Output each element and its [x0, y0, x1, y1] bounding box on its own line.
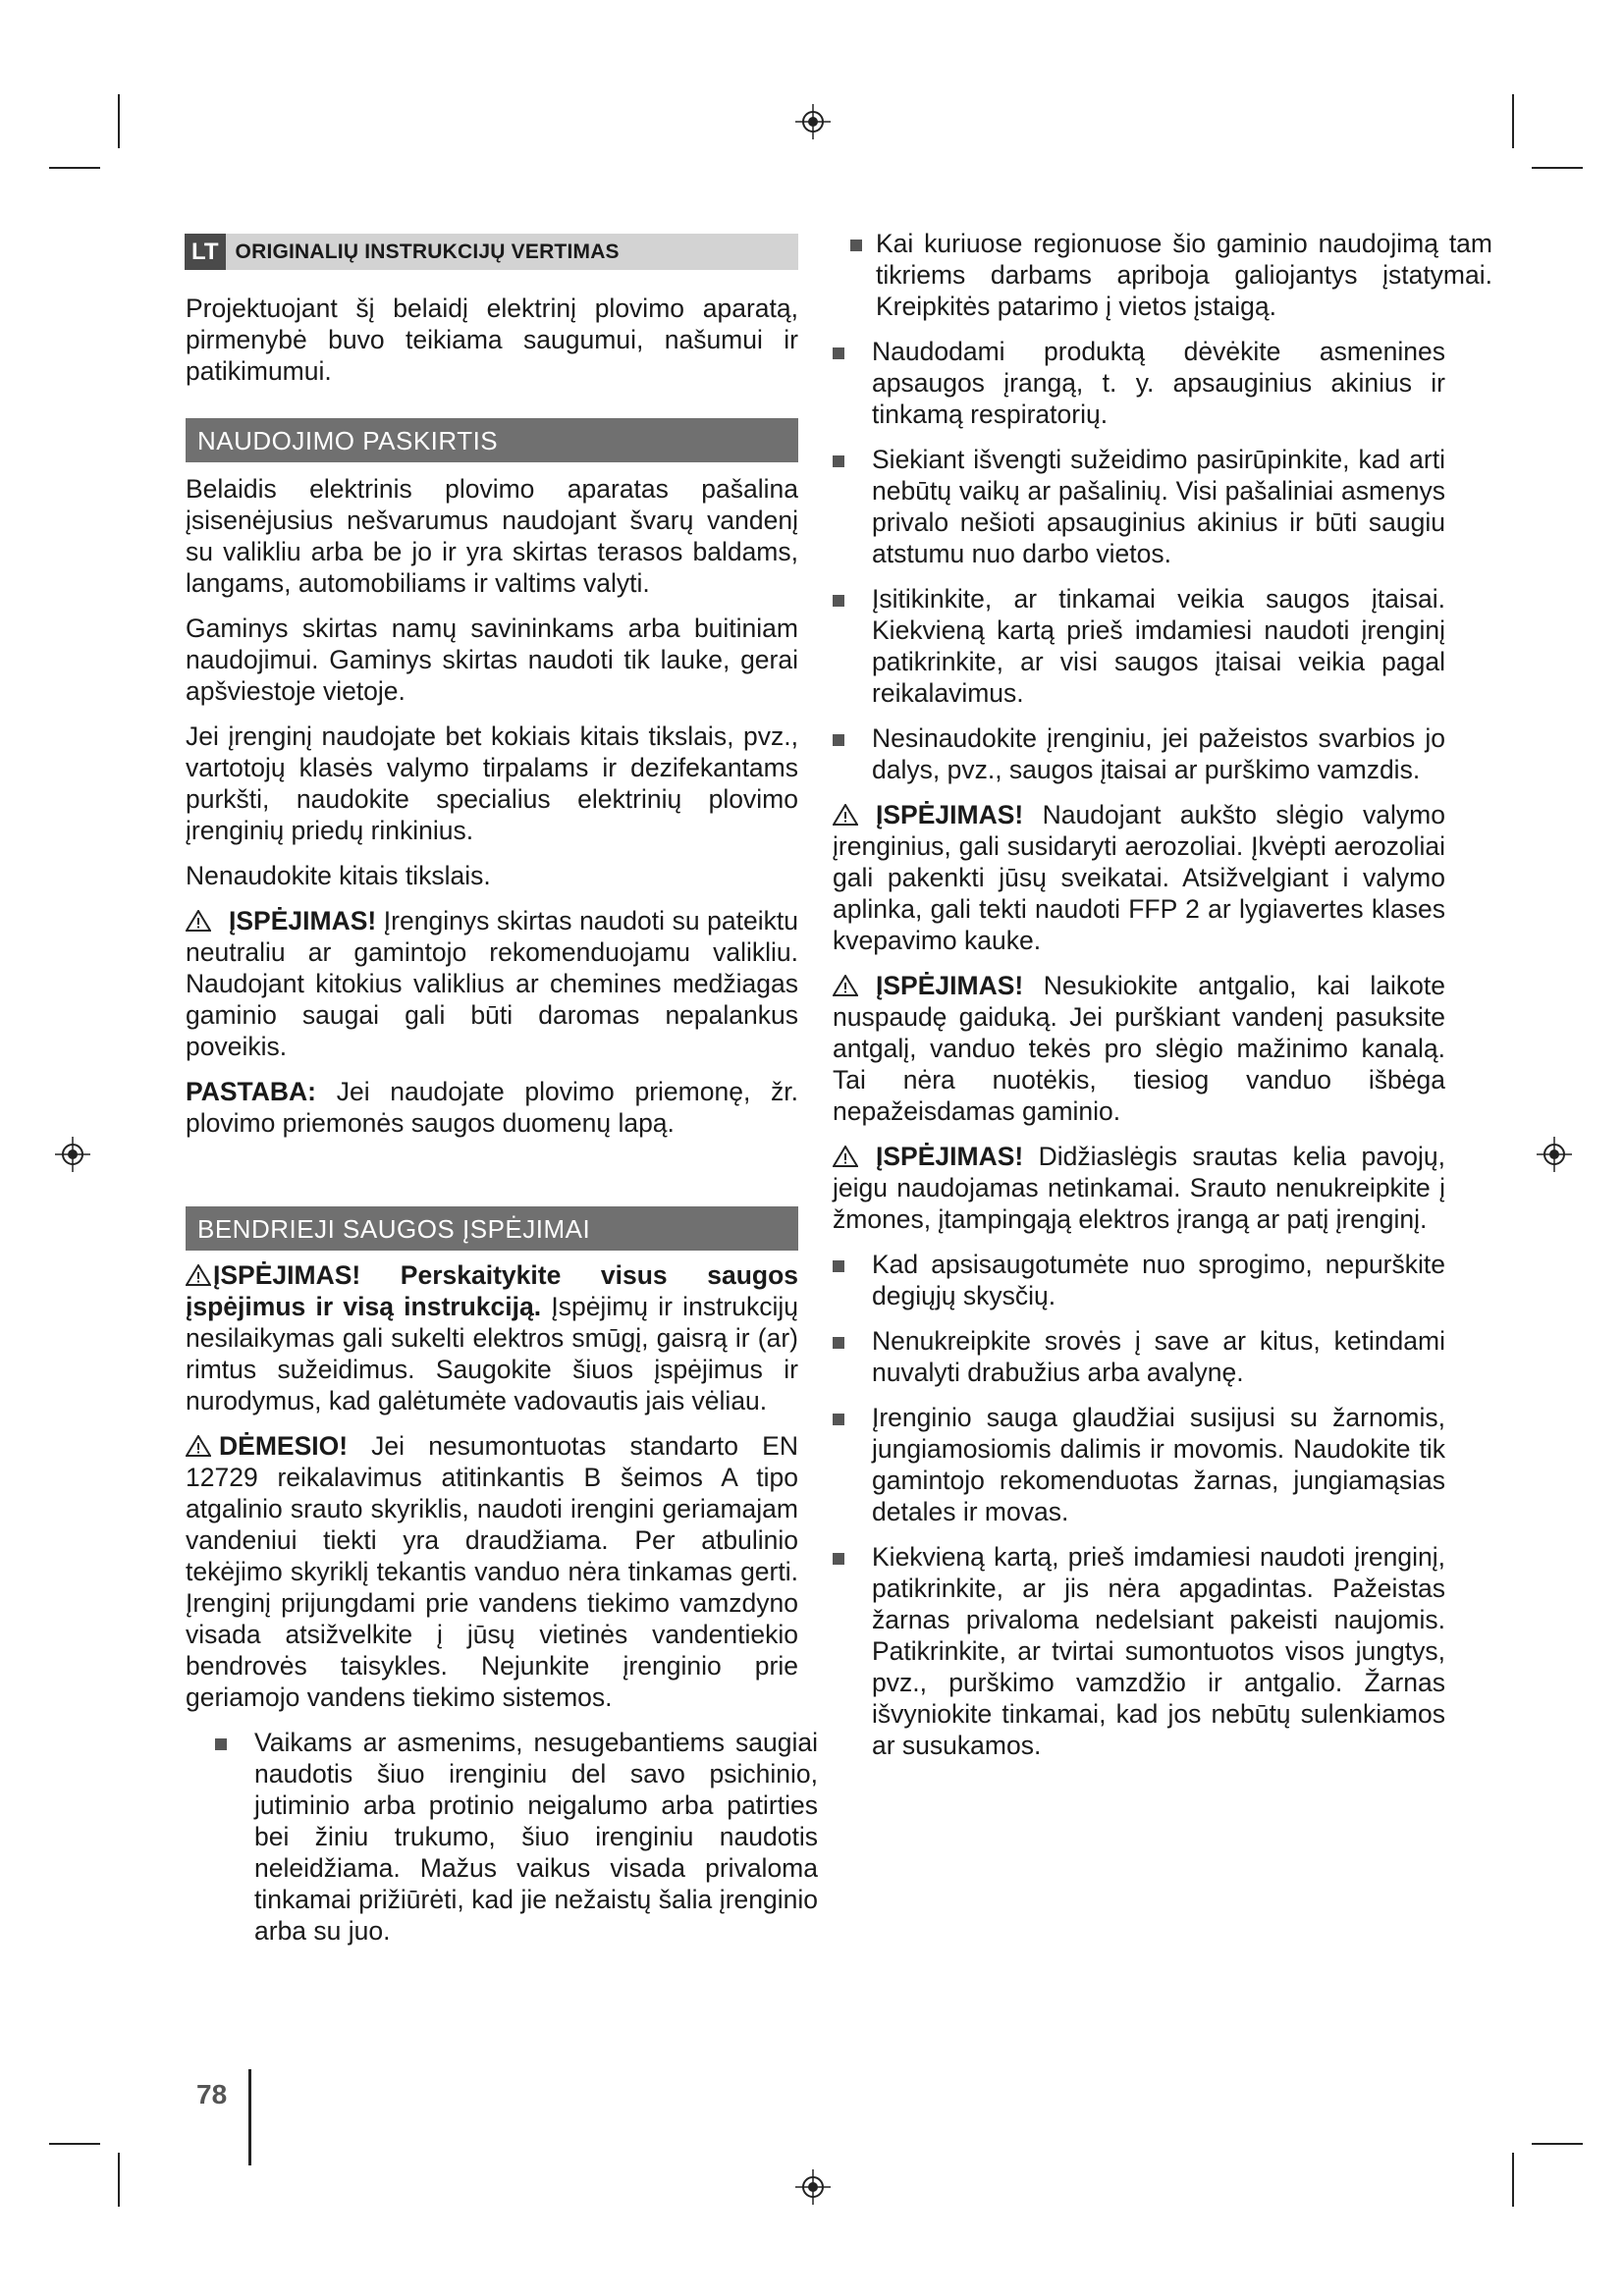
warning-triangle-icon [186, 910, 211, 932]
section-body [186, 1259, 818, 1947]
warning-paragraph: ĮSPĖJIMAS! Įrenginys skirtas naudoti su pateiktu neutraliu ar gamintojo rekomenduojamu valikliu. Naudojant kitokius valiklius ar chemines medžiagas gaminio saugai gali būti daromas nepalankus poveikis. [186, 906, 798, 1061]
list-item: Nesinaudokite įrenginiu, jei pažeistos svarbios jo dalys, pvz., saugos įtaisai ar purškimo vamzdis. [833, 722, 1445, 785]
paragraph: Belaidis elektrinis plovimo aparatas pašalina įsisenėjusius nešvarumus naudojant švarų vandenį su valikliu arba be jo ir yra skirtas terasos baldams, langams, automobiliams ir valtims valyti. [186, 474, 798, 598]
bullet-square-icon [850, 240, 862, 251]
warning-paragraph: ĮSPĖJIMAS! Nesukiokite antgalio, kai laikote nuspaudę gaiduką. Jei purškiant vandenį pasuksite antgalį, vanduo tekės pro slėgio mažinimo kanalą. Tai nėra nuotėkis, tiesiog vanduo išbėga nepažeisdamas gaminio. [833, 971, 1445, 1126]
bullet-square-icon [833, 347, 844, 359]
crop-mark [118, 2153, 120, 2207]
bullet-square-icon [215, 1738, 227, 1750]
crop-mark [1532, 167, 1583, 169]
right-column [833, 228, 1492, 1761]
section-heading: BENDRIEJI SAUGOS ĮSPĖJIMAI [186, 1206, 798, 1251]
warning-triangle-icon [833, 975, 858, 996]
registration-mark-icon [1537, 1137, 1572, 1172]
crop-mark [118, 94, 120, 148]
bullet-square-icon [833, 1553, 844, 1565]
warning-label: ĮSPĖJIMAS! [876, 1142, 1024, 1171]
list-item: Kai kuriuose regionuose šio gaminio naudojimą tam tikriems darbams apriboja galiojantys įstatymai. Kreipkitės patarimo į vietos įstaigą. [868, 228, 1492, 322]
crop-mark [49, 2143, 100, 2145]
bullet-square-icon [833, 595, 844, 607]
warning-label: ĮSPĖJIMAS! [876, 800, 1024, 829]
bullet-square-icon [833, 455, 844, 467]
page-header [185, 234, 798, 270]
crop-mark [1512, 94, 1514, 148]
caution-paragraph: DĖMESIO! Jei nesumontuotas standarto EN 12729 reikalavimus atitinkantis B šeimos A tipo atgalinio srauto skyriklis, naudoti irengini geriamajam vandeniui tiekti yra draudžiama. Per atbulinio tekėjimo skyriklį tekantis vanduo nėra tinkamas gerti. Įrenginį prijungdami prie vandens tiekimo vamzdyno visada atsižvelkite į jūsų vietinės vandentiekio bendrovės taisykles. Nejunkite įrenginio prie geriamojo vandens tiekimo sistemos. [186, 1431, 798, 1712]
registration-mark-icon [795, 2169, 831, 2205]
intro-paragraph: Projektuojant šį belaidį elektrinį plovimo aparatą, pirmenybė buvo teikiama saugumui, našumui ir patikimumui. [186, 294, 798, 386]
warning-triangle-icon [186, 1264, 211, 1286]
registration-mark-icon [795, 104, 831, 139]
page-title: ORIGINALIŲ INSTRUKCIJŲ VERTIMAS [235, 240, 620, 263]
warning-paragraph: ĮSPĖJIMAS! Naudojant aukšto slėgio valymo įrenginius, gali susidaryti aerozoliai. Įkvėpti aerozoliai gali pakenkti jūsų sveikatai. Atsižvelgiant i valymo aplinka, gali tekti naudoti FFP 2 ar lygiavertes klases kvepavimo kauke. [833, 800, 1445, 955]
crop-mark [1512, 2153, 1514, 2207]
section-body [186, 473, 798, 1139]
crop-mark [49, 167, 100, 169]
list-item: Siekiant išvengti sužeidimo pasirūpinkite, kad arti nebūtų vaikų ar pašalinių. Visi pašaliniai asmenys privalo nešioti apsauginius akinius ir būti saugiu atstumu nuo darbo vietos. [833, 444, 1445, 569]
list-item: Kiekvieną kartą, prieš imdamiesi naudoti įrenginį, patikrinkite, ar jis nėra apgadintas. Pažeistas žarnas privaloma nedelsiant pakeisti naujomis. Patikrinkite, ar tvirtai sumontuotos visos jungtys, pvz., purškimo vamzdžio ir antgalio. Žarnas išvyniokite tinkamai, kad jos nebūtų sulenkiamos ar susukamos. [833, 1541, 1445, 1761]
page-number-divider [248, 2069, 251, 2165]
registration-mark-icon [55, 1137, 90, 1172]
warning-label: ĮSPĖJIMAS! Perskaitykite visus saugos įspėjimus ir visą instrukciją. [186, 1260, 798, 1321]
paragraph: Jei įrenginį naudojate bet kokiais kitais tikslais, pvz., vartotojų klasės valymo tirpalams ir dezifekantams purkšti, naudokite specialius elektrinių plovimo įrenginių priedų rinkinius. [186, 721, 798, 845]
warning-triangle-icon [833, 1146, 858, 1167]
section-heading: NAUDOJIMO PASKIRTIS [186, 418, 798, 462]
warning-paragraph: ĮSPĖJIMAS! Didžiaslėgis srautas kelia pavojų, jeigu naudojamas netinkamai. Srauto nenukreipkite į žmones, įtampingąją elektros įrangą ar patį įrenginį. [833, 1142, 1445, 1234]
warning-paragraph: ĮSPĖJIMAS! Perskaitykite visus saugos įspėjimus ir visą instrukciją. Įspėjimų ir instrukcijų nesilaikymas gali sukelti elektros smūgį, gaisrą ir (ar) rimtus sužeidimus. Saugokite šiuos įspėjimus ir nurodymus, kad galėtumėte vadovautis jais vėliau. [186, 1260, 799, 1415]
caution-label: DĖMESIO! [219, 1431, 349, 1461]
paragraph: Nenaudokite kitais tikslais. [186, 861, 491, 890]
language-badge: LT [185, 234, 226, 270]
list-item: Įsitikinkite, ar tinkamai veikia saugos įtaisai. Kiekvieną kartą prieš imdamiesi naudoti įrenginį patikrinkite, ar visi saugos įtaisai veikia pagal reikalavimus. [833, 583, 1445, 709]
warning-triangle-icon [186, 1435, 211, 1457]
warning-triangle-icon [833, 804, 858, 826]
list-item: Naudodami produktą dėvėkite asmenines apsaugos įrangą, t. y. apsauginius akinius ir tinkamą respiratorių. [833, 336, 1445, 430]
list-item: Nenukreipkite srovės į save ar kitus, ketindami nuvalyti drabužius arba avalynę. [833, 1325, 1445, 1388]
warning-label: ĮSPĖJIMAS! [876, 971, 1024, 1000]
warning-label: ĮSPĖJIMAS! [229, 906, 377, 935]
bullet-square-icon [833, 1260, 844, 1272]
list-item: Vaikams ar asmenims, nesugebantiems saugiai naudotis šiuo irenginiu del savo psichinio, jutiminio arba protinio neigalumo arba patirties bei žiniu trukumo, šiuo irenginiu naudotis neleidžiama. Mažus vaikus visada privaloma tinkamai prižiūrėti, kad jie nežaistų šalia įrenginio arba su juo. [215, 1727, 818, 1947]
note-paragraph: PASTABA: Jei naudojate plovimo priemonę, žr. plovimo priemonės saugos duomenų lapą. [186, 1077, 798, 1138]
list-item: Kad apsisaugotumėte nuo sprogimo, nepurškite degiųjų skysčių. [833, 1249, 1445, 1311]
bullet-square-icon [833, 1414, 844, 1425]
list-item: Įrenginio sauga glaudžiai susijusi su žarnomis, jungiamosiomis dalimis ir movomis. Naudokite tik gamintojo rekomenduotas žarnas, jungiamąsias detales ir movas. [833, 1402, 1445, 1527]
bullet-square-icon [833, 1337, 844, 1349]
bullet-square-icon [833, 734, 844, 746]
page-number: 78 [196, 2079, 228, 2109]
note-label: PASTABA: [186, 1077, 316, 1106]
crop-mark [1532, 2143, 1583, 2145]
paragraph: Gaminys skirtas namų savininkams arba buitiniam naudojimui. Gaminys skirtas naudoti tik lauke, gerai apšviestoje vietoje. [186, 614, 798, 706]
